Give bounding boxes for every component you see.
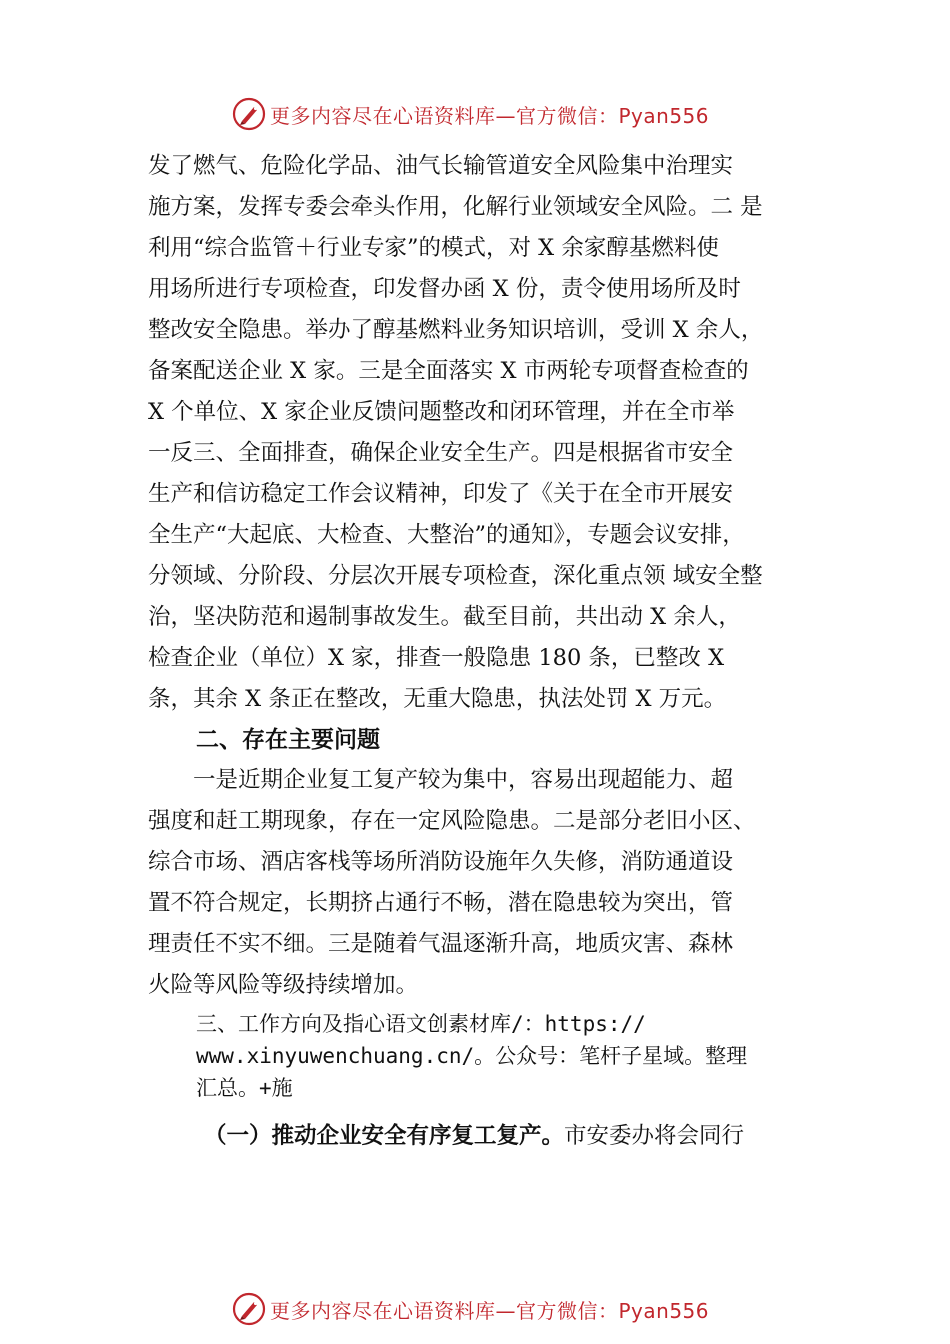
body-line: 强度和赶工期现象，存在一定风险隐患。二是部分老旧小区、 — [148, 808, 756, 834]
body-line: 发了燃气、危险化学品、油气长输管道安全风险集中治理实 — [148, 153, 734, 179]
section-line: www.xinyuwenchuang.cn/。公众号：笔杆子星域。整理 — [196, 1044, 748, 1068]
pen-circle-logo-icon — [232, 1292, 266, 1326]
section-line: 汇总。+施 — [196, 1076, 293, 1100]
footer-banner-text: 更多内容尽在心语资料库—官方微信：Pyan556 — [270, 1298, 710, 1323]
body-line: X 个单位、X 家企业反馈问题整改和闭环管理，并在全市举 — [148, 399, 735, 425]
body-line: 生产和信访稳定工作会议精神，印发了《关于在全市开展安 — [148, 481, 734, 507]
body-line: 整改安全隐患。举办了醇基燃料业务知识培训，受训 X 余人， — [148, 317, 764, 343]
body-line: 一反三、全面排查，确保企业安全生产。四是根据省市安全 — [148, 440, 734, 466]
wechat-id: Pyan556 — [618, 1298, 710, 1323]
wechat-id: Pyan556 — [618, 103, 710, 128]
body-line: 施方案，发挥专委会牵头作用，化解行业领域安全风险。二 是 — [148, 194, 763, 220]
body-line: 置不符合规定，长期挤占通行不畅，潜在隐患较为突出，管 — [148, 890, 734, 916]
pen-circle-logo-icon — [232, 97, 266, 131]
body-line: 理责任不实不细。三是随着气温逐渐升高，地质灾害、森林 — [148, 931, 734, 957]
section-line: 三、工作方向及指心语文创素材库/：https:// — [196, 1012, 646, 1036]
body-line: 全生产“大起底、大检查、大整治”的通知》，专题会议安排， — [148, 522, 745, 548]
sub-heading-line — [148, 1116, 808, 1157]
body-line: 检查企业（单位）X 家，排查一般隐患 180 条，已整改 X — [148, 645, 725, 671]
body-line: 分领域、分阶段、分层次开展专项检查，深化重点领 域安全整 — [148, 563, 763, 589]
body-line: 治，坚决防范和遏制事故发生。截至目前，共出动 X 余人， — [148, 604, 741, 630]
sub-heading: （一）推动企业安全有序复工复产。 — [204, 1123, 565, 1149]
body-line: 一是近期企业复工复产较为集中，容易出现超能力、超 — [193, 767, 734, 793]
body-line: 火险等风险等级持续增加。 — [148, 972, 419, 998]
header-banner — [232, 96, 709, 132]
sub-text: 市安委办将会同行 — [564, 1123, 745, 1149]
body-line: 利用“综合监管＋行业专家”的模式，对 X 余家醇基燃料使 — [148, 235, 719, 261]
body-line: 备案配送企业 X 家。三是全面落实 X 市两轮专项督查检查的 — [148, 358, 749, 384]
footer-banner — [232, 1291, 709, 1327]
body-line: 用场所进行专项检查，印发督办函 X 份，责令使用场所及时 — [148, 276, 741, 302]
document-body — [148, 146, 808, 1157]
body-line: 综合市场、酒店客栈等场所消防设施年久失修，消防通道设 — [148, 849, 734, 875]
body-line: 条，其余 X 条正在整改，无重大隐患，执法处罚 X 万元。 — [148, 686, 727, 712]
section-heading: 二、存在主要问题 — [196, 727, 380, 753]
header-banner-text: 更多内容尽在心语资料库—官方微信：Pyan556 — [270, 103, 710, 128]
